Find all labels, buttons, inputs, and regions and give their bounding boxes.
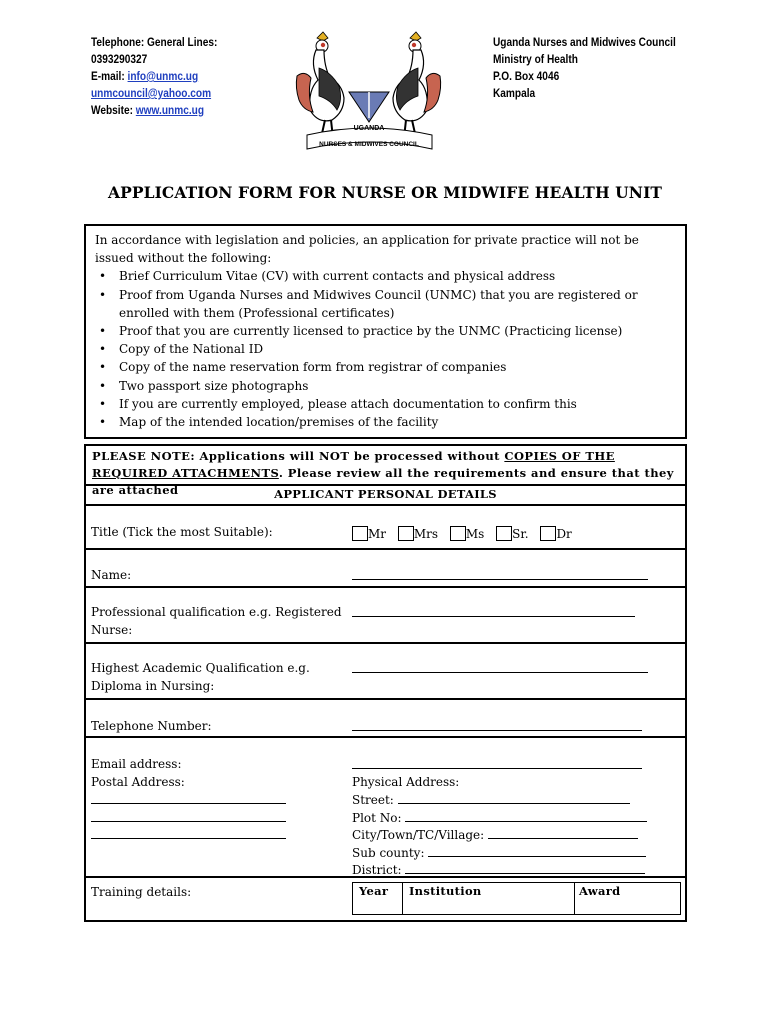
ministry-name: Ministry of Health [493,54,578,66]
physical-label: Physical Address: [352,774,460,789]
postal-input-3[interactable] [91,826,286,839]
telephone-label: Telephone: General Lines: [91,37,218,49]
city: Kampala [493,88,536,100]
section-title: APPLICANT PERSONAL DETAILS [86,486,685,506]
academic-label: Highest Academic Qualification e.g. Diploma in Nursing: [91,661,310,693]
email-link-2[interactable]: unmcouncil@yahoo.com [91,88,212,100]
street-input[interactable] [398,791,630,804]
email-link[interactable]: info@unmc.ug [127,71,199,83]
title-option-dr[interactable]: Dr [540,526,571,544]
council-name: Uganda Nurses and Midwives Council [493,37,676,49]
title-options [352,526,580,544]
title-option-ms[interactable]: Ms [450,526,484,544]
council-crest-logo [287,30,452,158]
training-table [352,882,681,915]
email-input[interactable] [352,756,642,769]
academic-row [86,644,685,700]
please-note: PLEASE NOTE: Applications will NOT be processed without COPIES OF THE REQUIRED ATTACHMENTS. Please review all the requirements and ensure that they are attached [86,446,685,486]
requirement-item: • Copy of the National ID [95,340,685,358]
requirement-item: • Proof that you are currently licensed to practice by the UNMC (Practicing license) [95,322,685,340]
plot-input[interactable] [405,809,647,822]
logo-text-top: UGANDA [353,125,385,132]
title-option-mrs[interactable]: Mrs [398,526,438,544]
form-title: APPLICATION FORM FOR NURSE OR MIDWIFE HEALTH UNIT [107,183,663,202]
requirements-list [95,267,685,431]
training-label: Training details: [91,885,192,899]
address-row [86,738,685,878]
plot-label: Plot No: [352,810,406,825]
name-label: Name: [91,568,132,582]
contact-info [91,35,217,120]
training-row [86,878,685,920]
checkbox[interactable] [540,526,556,541]
logo-text-bottom: NURSES & MIDWIVES COUNCIL [319,141,419,148]
telephone-row [86,700,685,738]
postal-input-1[interactable] [91,791,286,804]
requirement-item: • Brief Curriculum Vitae (CV) with current contacts and physical address [95,267,685,285]
requirement-item: • Two passport size photographs [95,377,685,395]
district-input[interactable] [405,861,645,874]
name-row [86,550,685,588]
telephone-input[interactable] [352,718,642,731]
title-option-mr[interactable]: Mr [352,526,386,544]
postal-label: Postal Address: [91,774,185,789]
title-label: Title (Tick the most Suitable): [91,525,273,539]
checkbox[interactable] [398,526,414,541]
email-line: E-mail: info@unmc.ug [91,71,199,83]
academic-input[interactable] [352,660,648,673]
title-option-sr[interactable]: Sr. [496,526,528,544]
po-box: P.O. Box 4046 [493,71,560,83]
checkbox[interactable] [352,526,368,541]
subcounty-label: Sub county: [352,845,429,860]
telephone-number: 0393290327 [91,54,148,66]
council-address [493,35,676,103]
district-label: District: [352,863,406,877]
training-col-award: Award [579,884,621,898]
requirements-box [84,224,687,439]
website-link[interactable]: www.unmc.ug [135,105,205,117]
professional-row [86,588,685,644]
applicant-form [84,444,687,922]
street-label: Street: [352,793,398,807]
email-label: Email address: [91,757,182,771]
training-col-institution: Institution [403,883,575,914]
city-label: City/Town/TC/Village: [352,828,488,842]
checkbox[interactable] [450,526,466,541]
requirements-intro: In accordance with legislation and policies, an application for private practice will not be issued without the following: [95,233,639,266]
telephone-label: Telephone Number: [91,719,212,733]
requirement-item: • Copy of the name reservation form from registrar of companies [95,358,685,376]
postal-input-2[interactable] [91,809,286,822]
checkbox[interactable] [496,526,512,541]
professional-input[interactable] [352,604,635,617]
requirement-item: • If you are currently employed, please attach documentation to confirm this [95,395,685,413]
subcounty-input[interactable] [428,844,646,857]
name-input[interactable] [352,567,648,580]
city-input[interactable] [488,826,638,839]
professional-label: Professional qualification e.g. Registered Nurse: [91,605,342,637]
requirement-item: • Map of the intended location/premises of the facility [95,413,685,431]
title-row [86,506,685,550]
website-line: Website: www.unmc.ug [91,105,205,117]
requirement-item: • Proof from Uganda Nurses and Midwives Council (UNMC) that you are registered or enrolled with them (Professional certificates) [95,286,685,322]
training-col-year: Year [353,883,403,914]
